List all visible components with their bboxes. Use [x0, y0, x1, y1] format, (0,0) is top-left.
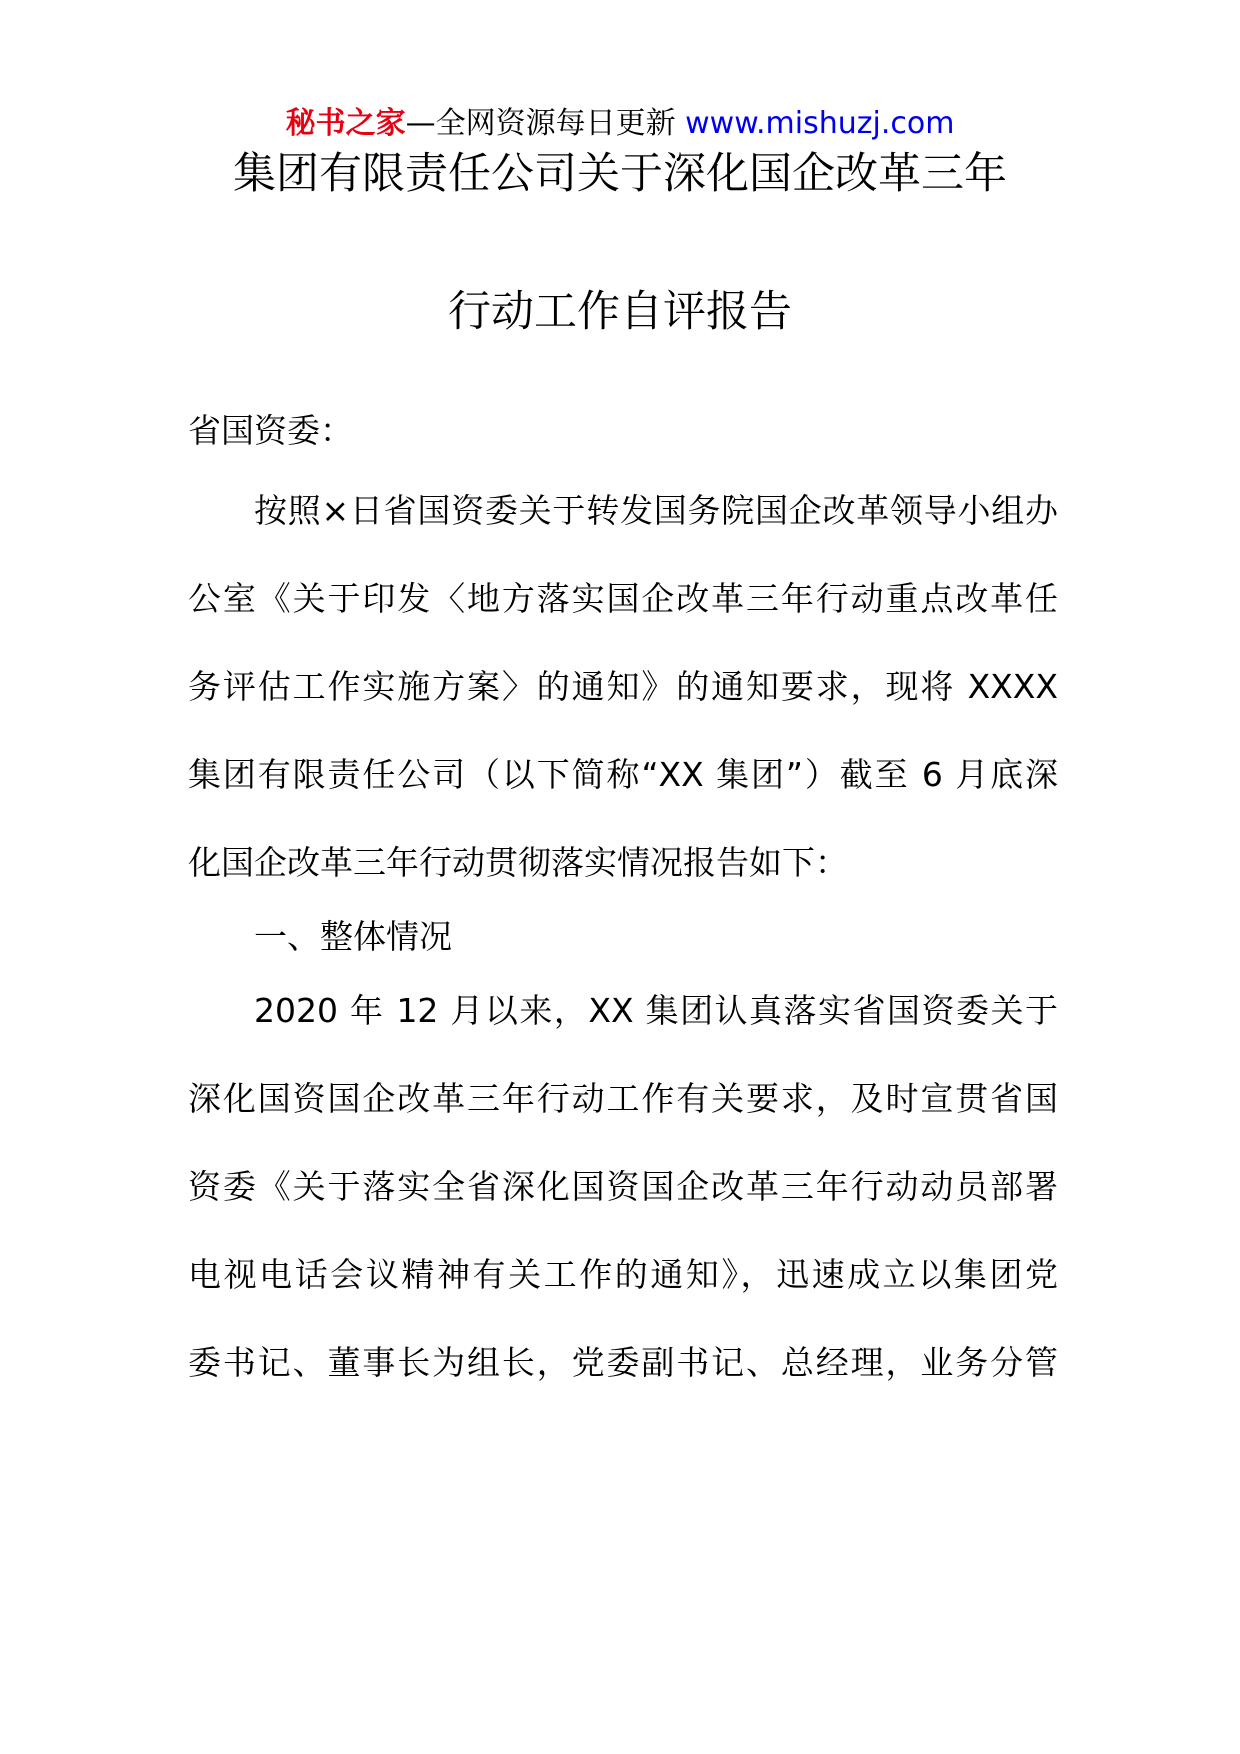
document-title-line-1: 集团有限责任公司关于深化国企改革三年 — [233, 149, 1007, 199]
paragraph-2-line-1: 2020 年 12 月以来，XX 集团认真落实省国资委关于 — [254, 991, 1058, 1030]
paragraph-1-line-1: 按照×日省国资委关于转发国务院国企改革领导小组办 — [254, 491, 1058, 530]
paragraph-1-line-2: 公室《关于印发〈地方落实国企改革三年行动重点改革任 — [188, 579, 1058, 618]
paragraph-1-line-3: 务评估工作实施方案〉的通知》的通知要求，现将 XXXX — [188, 667, 1058, 706]
paragraph-2-line-3: 资委《关于落实全省深化国资国企改革三年行动动员部署 — [188, 1167, 1058, 1206]
section-heading: 一、整体情况 — [254, 917, 452, 956]
site-banner — [0, 102, 1240, 146]
paragraph-2-line-4: 电视电话会议精神有关工作的通知》，迅速成立以集团党 — [188, 1255, 1058, 1294]
paragraph-1-line-4: 集团有限责任公司（以下简称“XX 集团”）截至 6 月底深 — [188, 755, 1058, 794]
banner-url-link[interactable]: www.mishuzj.com — [685, 106, 955, 141]
banner-brand: 秘书之家 — [285, 106, 406, 141]
document-title-line-2: 行动工作自评报告 — [448, 287, 792, 337]
paragraph-2-line-2: 深化国资国企改革三年行动工作有关要求，及时宣贯省国 — [188, 1079, 1058, 1118]
paragraph-2-line-5: 委书记、董事长为组长，党委副书记、总经理，业务分管 — [188, 1343, 1058, 1382]
salutation: 省国资委： — [188, 411, 353, 450]
paragraph-1-line-5: 化国企改革三年行动贯彻落实情况报告如下： — [188, 843, 848, 882]
banner-tagline: —全网资源每日更新 — [405, 106, 686, 141]
